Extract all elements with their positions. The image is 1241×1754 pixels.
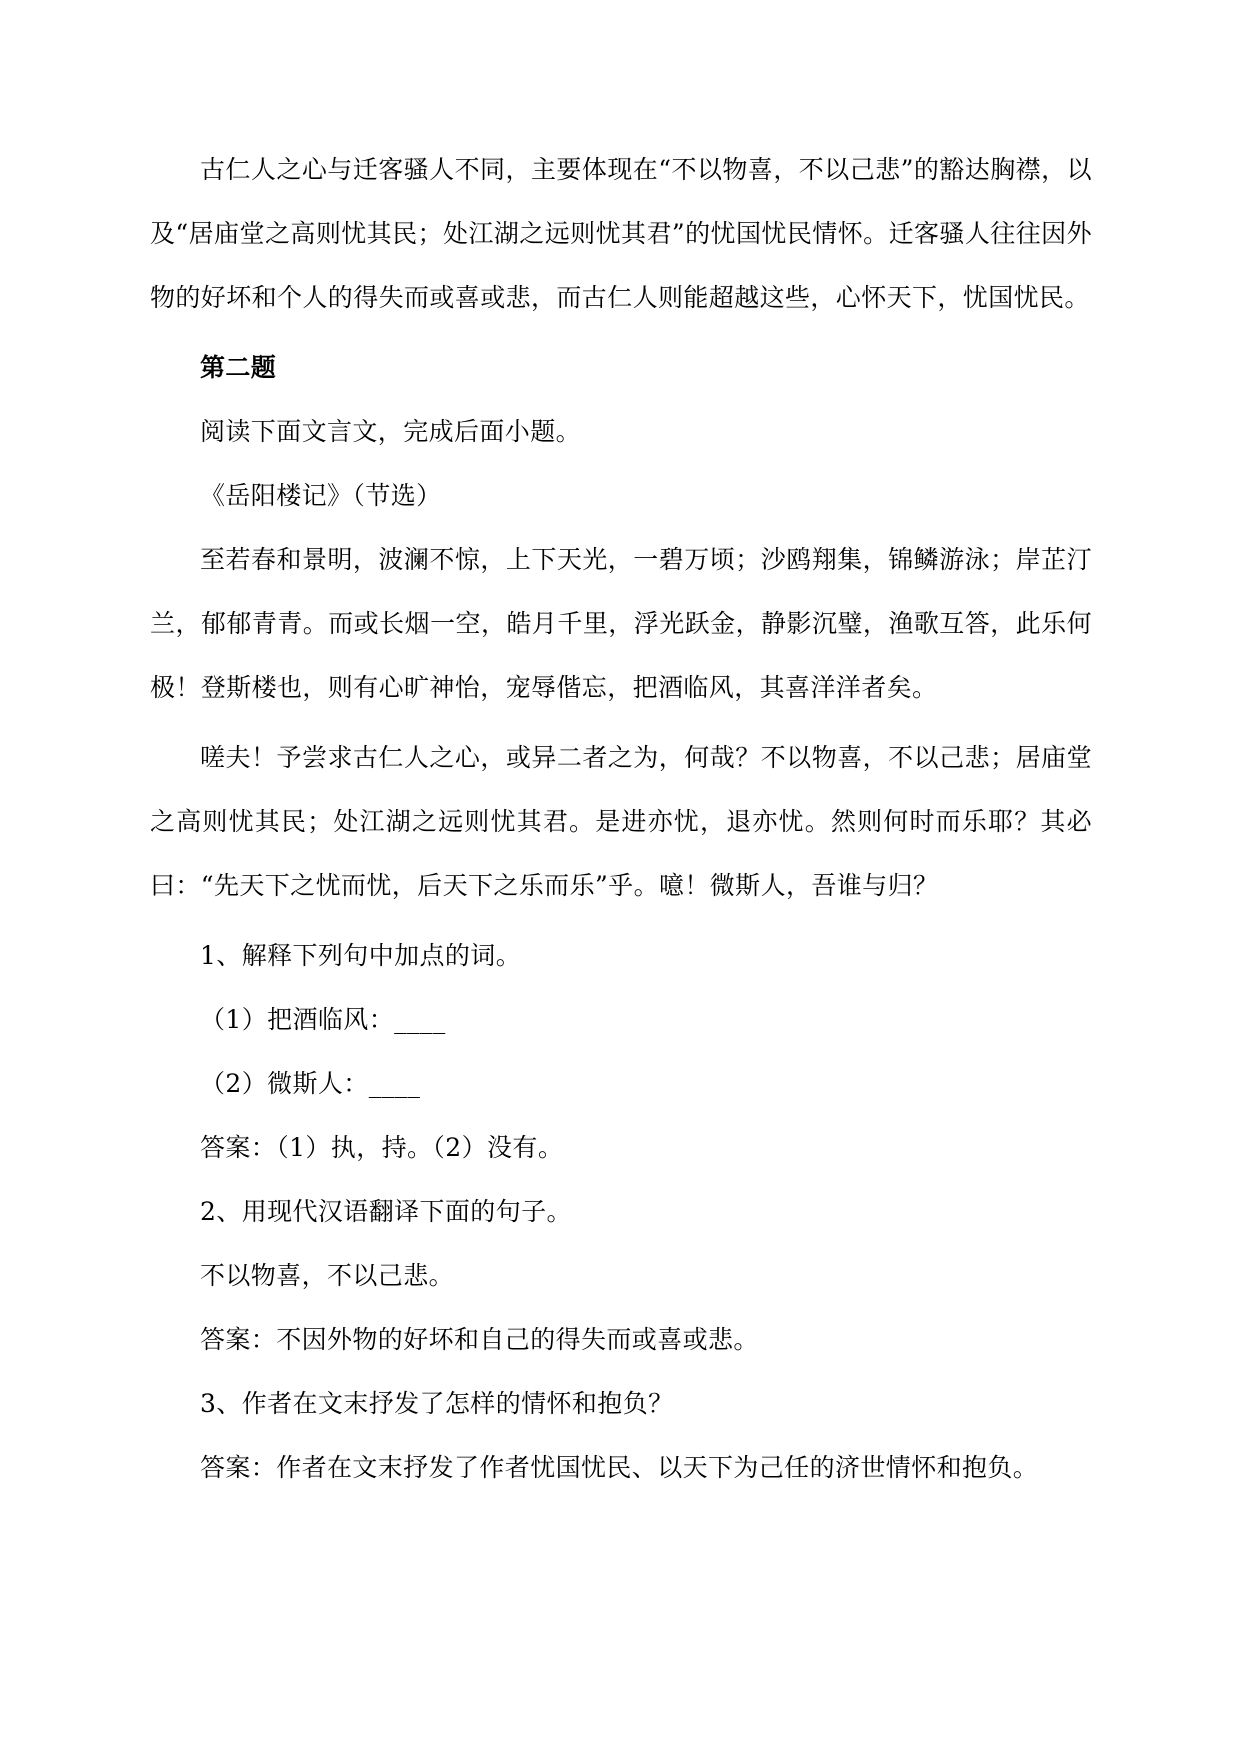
question-3: 3、作者在文末抒发了怎样的情怀和抱负？: [200, 1389, 674, 1418]
document-body: [150, 138, 1092, 1500]
passage-paragraph-2: 嗟夫！予尝求古仁人之心，或异二者之为，何哉？不以物喜，不以己悲；居庙堂之高则忧其民；处江湖之远则忧其君。是进亦忧，退亦忧。然则何时而乐耶？其必曰：“先天下之忧而忧，后天下之乐而乐”乎。噫！微斯人，吾谁与归？: [150, 743, 1092, 900]
passage-title: 《岳阳楼记》（节选）: [200, 481, 442, 510]
question-1-item-2: （2）微斯人：____: [200, 1069, 421, 1098]
passage-paragraph-1: 至若春和景明，波澜不惊，上下天光，一碧万顷；沙鸥翔集，锦鳞游泳；岸芷汀兰，郁郁青青。而或长烟一空，皓月千里，浮光跃金，静影沉璧，渔歌互答，此乐何极！登斯楼也，则有心旷神怡，宠辱偕忘，把酒临风，其喜洋洋者矣。: [150, 545, 1092, 702]
question-2-sentence: 不以物喜，不以己悲。: [200, 1261, 455, 1290]
instruction: 阅读下面文言文，完成后面小题。: [200, 417, 582, 446]
question-2-answer: 答案：不因外物的好坏和自己的得失而或喜或悲。: [200, 1325, 759, 1354]
question-1-item-1: （1）把酒临风：____: [200, 1005, 446, 1034]
question-1-answer: 答案：（1）执，持。（2）没有。: [200, 1133, 564, 1162]
question-2: 2、用现代汉语翻译下面的句子。: [200, 1197, 572, 1226]
question-1: 1、解释下列句中加点的词。: [200, 941, 522, 970]
question-3-answer: 答案：作者在文末抒发了作者忧国忧民、以天下为己任的济世情怀和抱负。: [200, 1453, 1039, 1482]
section-title: 第二题: [200, 353, 277, 382]
intro-paragraph: 古仁人之心与迁客骚人不同，主要体现在“不以物喜，不以己悲”的豁达胸襟，以及“居庙堂之高则忧其民；处江湖之远则忧其君”的忧国忧民情怀。迁客骚人往往因外物的好坏和个人的得失而或喜或悲，而古仁人则能超越这些，心怀天下，忧国忧民。: [150, 155, 1092, 312]
